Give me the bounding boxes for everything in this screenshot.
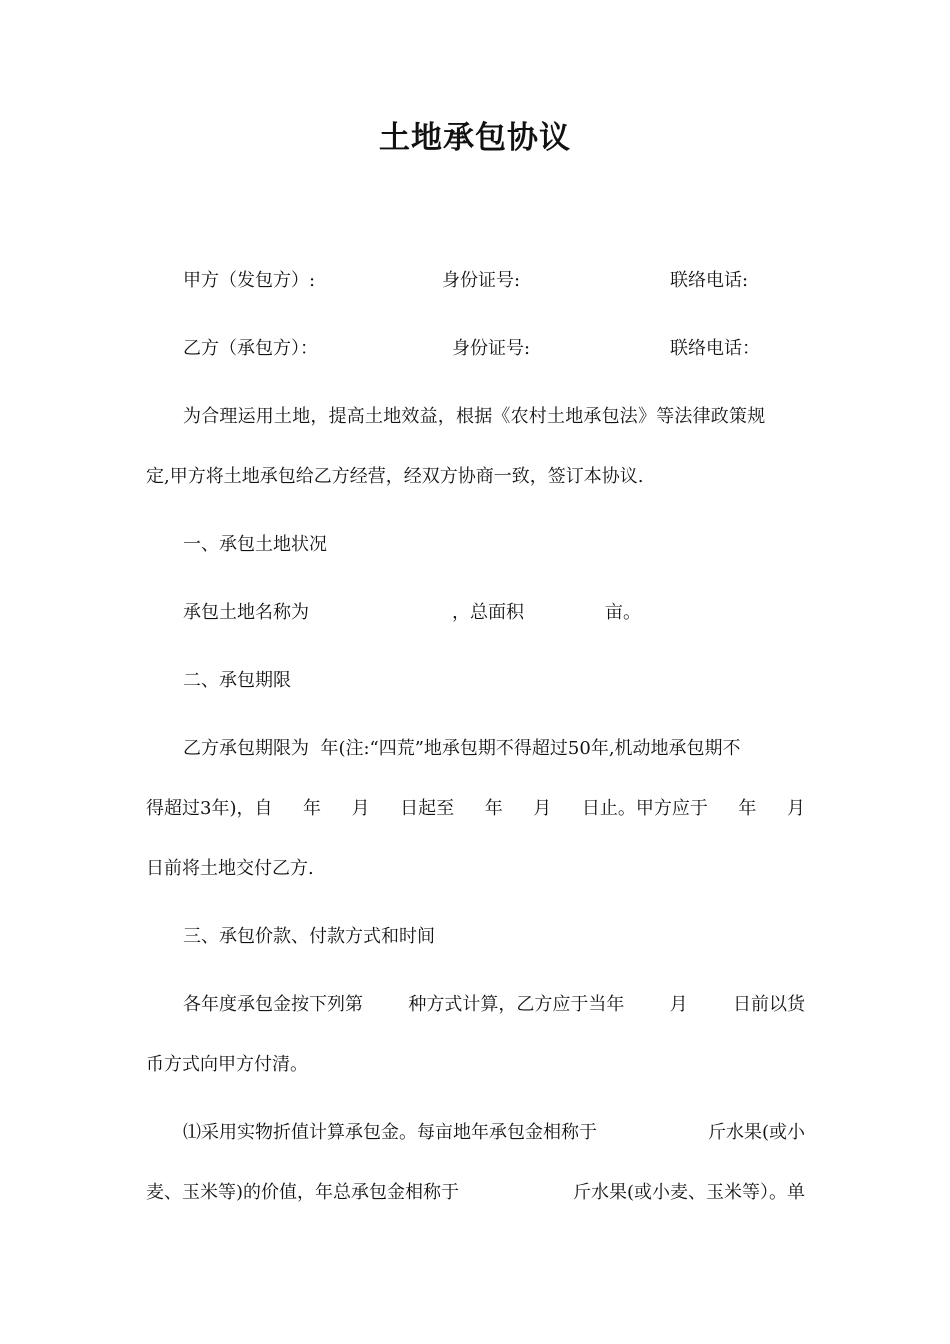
term-text: 年: [738, 798, 757, 819]
party-a-phone-label: 联络电话:: [670, 270, 749, 291]
payment-line-2: 币方式向甲方付清。: [146, 1054, 308, 1075]
party-b-label: 乙方（承包方）：: [183, 338, 318, 359]
term-line-3: 日前将土地交付乙方.: [146, 858, 314, 879]
section-3-heading: 三、承包价款、付款方式和时间: [183, 926, 435, 947]
item-1-line-1: [183, 1120, 805, 1146]
party-a-label: 甲方（发包方）:: [183, 270, 316, 291]
section-1-heading: 一、承包土地状况: [183, 534, 327, 555]
land-area-unit: 亩。: [605, 602, 641, 623]
term-text: 年: [303, 798, 322, 819]
item-1-text: 斤水果(或小麦、玉米等）。单: [572, 1182, 805, 1203]
payment-text: 种方式计算，乙方应于当年: [408, 994, 625, 1015]
payment-text: 各年度承包金按下列第: [183, 994, 363, 1015]
term-text: 日起至: [400, 798, 455, 819]
item-1-text: 斤水果(或小: [707, 1122, 805, 1143]
preamble-line-1: 为合理运用土地，提高土地效益，根据《农村土地承包法》等法律政策规: [183, 406, 766, 427]
term-line-2: [146, 796, 805, 822]
term-text: 月: [786, 798, 805, 819]
party-b-phone-label: 联络电话：: [670, 338, 760, 359]
land-name-label: 承包土地名称为: [183, 602, 309, 623]
party-b-id-label: 身份证号:: [452, 338, 531, 359]
item-1-text: ⑴采用实物折值计算承包金。每亩地年承包金相称于: [183, 1122, 597, 1143]
term-text: 得超过3年)，自: [146, 798, 273, 819]
party-a-id-label: 身份证号:: [442, 270, 521, 291]
section-2-heading: 二、承包期限: [183, 670, 291, 691]
term-line-1: 乙方承包期限为 年(注:“四荒”地承包期不得超过50年,机动地承包期不: [183, 738, 741, 759]
term-text: 年: [484, 798, 503, 819]
item-1-text: 麦、玉米等)的价值，年总承包金相称于: [146, 1182, 460, 1203]
document-title: 土地承包协议: [379, 120, 571, 156]
term-text: 日止。甲方应于: [581, 798, 708, 819]
land-area-label: ，总面积: [452, 602, 524, 623]
payment-line-1: [183, 992, 805, 1018]
term-text: 月: [351, 798, 370, 819]
item-1-line-2: [146, 1180, 805, 1206]
payment-text: 日前以货: [732, 994, 805, 1015]
payment-text: 月: [669, 994, 688, 1015]
term-text: 月: [533, 798, 552, 819]
preamble-line-2: 定,甲方将土地承包给乙方经营，经双方协商一致，签订本协议.: [146, 466, 644, 487]
